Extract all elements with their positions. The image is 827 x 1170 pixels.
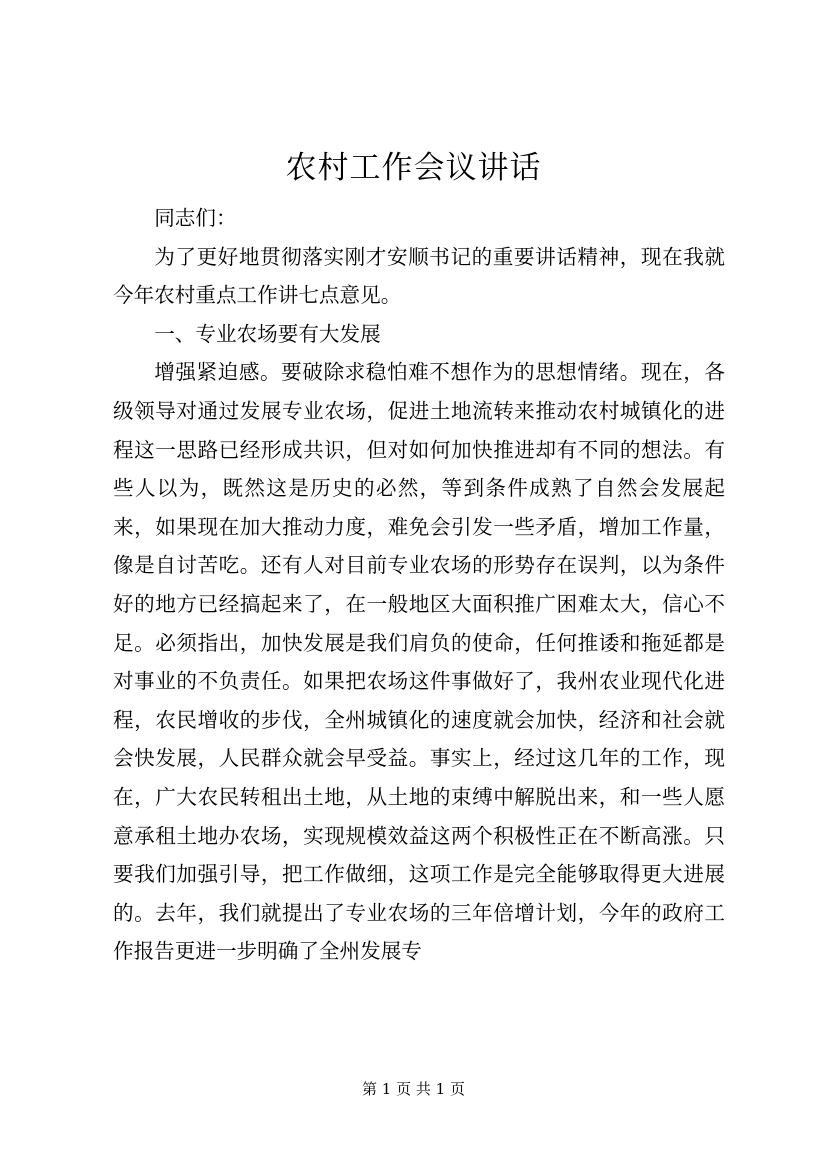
document-body bbox=[113, 199, 725, 971]
section-heading: 一、专业农场要有大发展 bbox=[154, 321, 381, 346]
salutation-paragraph: 同志们： bbox=[154, 206, 237, 230]
document-title: 农村工作会议讲话 bbox=[285, 150, 542, 186]
body-paragraph: 增强紧迫感。要破除求稳怕难不想作为的思想情绪。现在，各级领导对通过发展专业农场，促进土地流转来推动农村城镇化的进程这一思路已经形成共识，但对如何加快推进却有不同的想法。有些人以为，既然这是历史的必然，等到条件成熟了自然会发展起来，如果现在加大推动力度，难免会引发一些矛盾，增加工作量，像是自讨苦吃。还有人对目前专业农场的形势存在误判，以为条件好的地方已经搞起来了，在一般地区大面积推广困难太大，信心不足。必须指出，加快发展是我们肩负的使命，任何推诿和拖延都是对事业的不负责任。如果把农场这件事做好了，我州农业现代化进程，农民增收的步伐，全州城镇化的速度就会加快，经济和社会就会快发展，人民群众就会早受益。事实上，经过这几年的工作，现在，广大农民转租出土地，从土地的束缚中解脱出来，和一些人愿意承租土地办农场，实现规模效益这两个积极性正在不断高涨。只要我们加强引导，把工作做细，这项工作是完全能够取得更大进展的。去年，我们就提出了专业农场的三年倍增计划，今年的政府工作报告更进一步明确了全州发展专 bbox=[113, 360, 725, 964]
page-footer: 第 1 页 共 1 页 bbox=[362, 1080, 465, 1098]
intro-paragraph: 为了更好地贯彻落实刚才安顺书记的重要讲话精神，现在我就今年农村重点工作讲七点意见。 bbox=[113, 244, 725, 308]
